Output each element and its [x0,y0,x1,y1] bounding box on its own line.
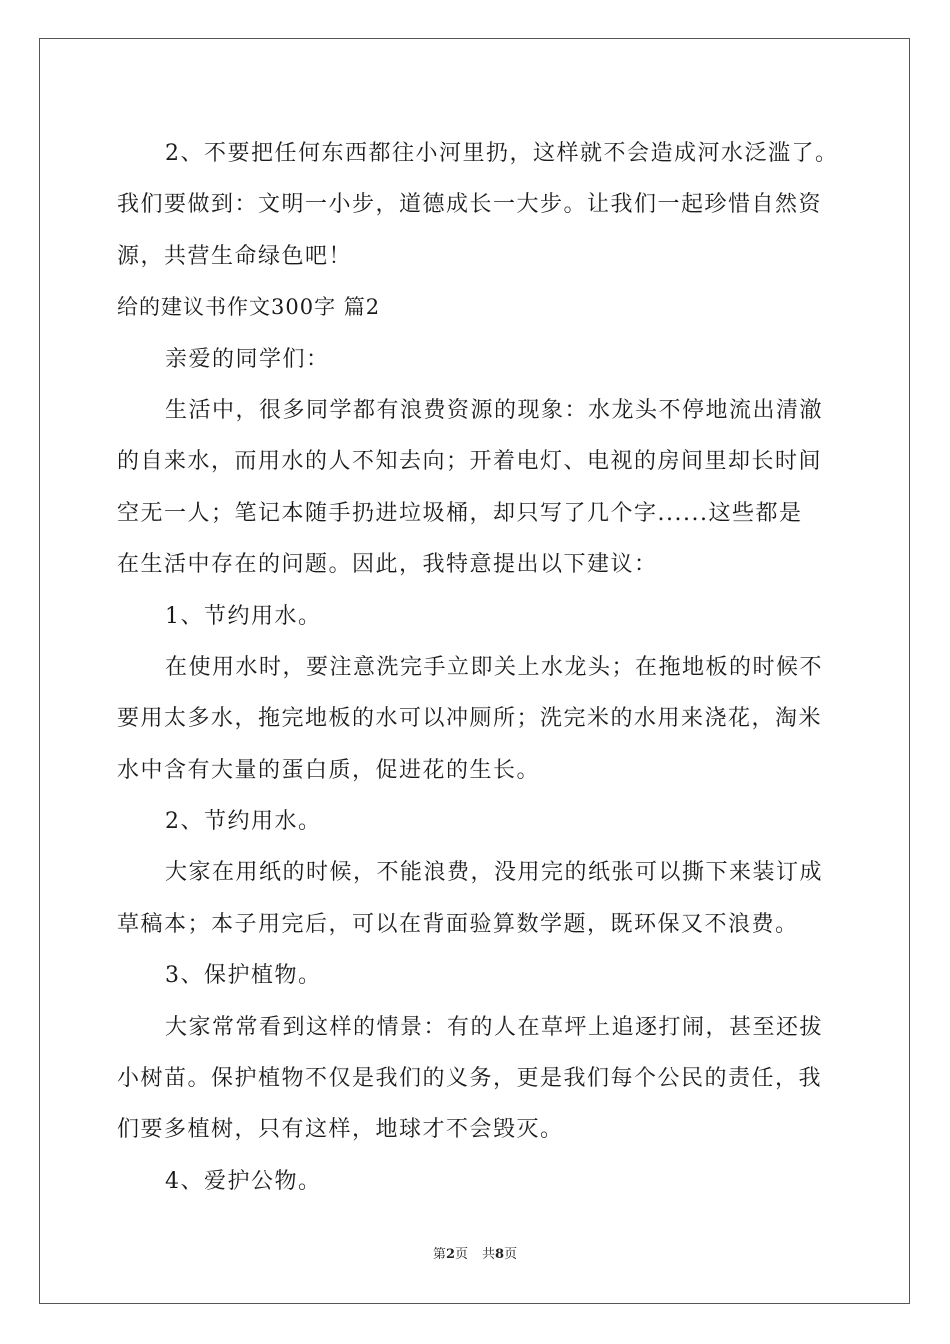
salutation: 亲爱的同学们： [165,346,330,372]
paragraph-line: 在使用水时，要注意洗完手立即关上水龙头；在拖地板的时候不 [165,654,824,680]
page-footer [0,1243,950,1262]
paragraph-line: 生活中，很多同学都有浪费资源的现象：水龙头不停地流出清澈 [165,397,824,423]
document-body [117,128,837,1207]
page-current: 2 [445,1247,455,1262]
list-item-heading: 4、爱护公物。 [165,1168,322,1194]
total-suffix: 页 [504,1247,518,1262]
section-heading: 给的建议书作文300字 篇2 [117,295,381,320]
total-prefix: 共 [482,1247,496,1262]
paragraph-line: 源，共营生命绿色吧！ [117,243,353,269]
paragraph-line: 小树苗。保护植物不仅是我们的义务，更是我们每个公民的责任，我 [117,1066,823,1092]
paragraph-line: 我们要做到：文明一小步，道德成长一大步。让我们一起珍惜自然资 [117,192,823,218]
page-suffix: 页 [454,1247,468,1262]
paragraph-line: 在生活中存在的问题。因此，我特意提出以下建议： [117,552,658,578]
list-item-heading: 1、节约用水。 [165,603,322,629]
paragraph-line: 水中含有大量的蛋白质，促进花的生长。 [117,757,541,783]
paragraph-line: 的自来水，而用水的人不知去向；开着电灯、电视的房间里却长时间 [117,449,823,475]
paragraph-line: 们要多植树，只有这样，地球才不会毁灭。 [117,1117,564,1143]
total-pages: 8 [495,1247,505,1262]
paragraph-line: 大家在用纸的时候，不能浪费，没用完的纸张可以撕下来装订成 [165,860,824,886]
list-item-heading: 3、保护植物。 [165,963,322,989]
paragraph-line: 大家常常看到这样的情景：有的人在草坪上追逐打闹，甚至还拔 [165,1014,824,1040]
page-prefix: 第 [432,1247,446,1262]
list-item-heading: 2、节约用水。 [165,809,322,835]
paragraph-line: 草稿本；本子用完后，可以在背面验算数学题，既环保又不浪费。 [117,911,799,937]
paragraph-line: 要用太多水，拖完地板的水可以冲厕所；洗完米的水用来浇花，淘米 [117,706,823,732]
paragraph-line: 2、不要把任何东西都往小河里扔，这样就不会造成河水泛滥了。 [165,141,839,166]
paragraph-line: 空无一人；笔记本随手扔进垃圾桶，却只写了几个字......这些都是 [117,500,803,526]
